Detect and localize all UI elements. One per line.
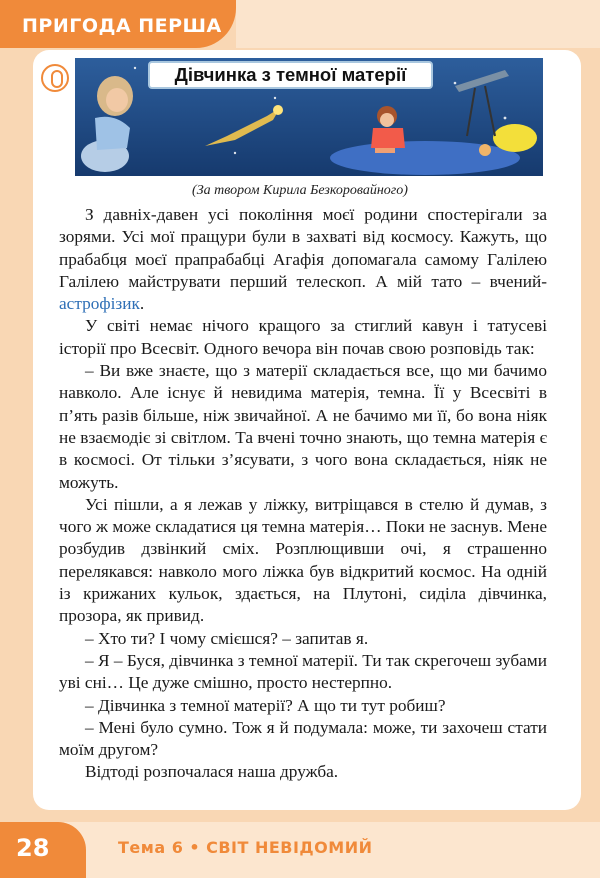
story-paragraph: Усі пішли, а я лежав у ліжку, витріщався в стелю й думав, з чого ж може складатися ця темна матерія… Поки не заснув. Мене розбудив дзвінкий сміх. Розплющивши очі, я страшенно перелякався: навколо мого ліжка був відкритий космос. На одній із крижаних кульок, здається, на Плутоні, сиділа дівчинка, прозора, як привид. [59,494,547,626]
story-paragraph: – Хто ти? І чому смієшся? – запитав я. [85,628,369,648]
story-attribution: (За твором Кирила Безкоровайного) [192,183,408,198]
story-text [59,204,547,784]
astrophysicist-link[interactable]: астрофізик [59,294,140,314]
section-title: ПРИГОДА ПЕРША [22,15,222,37]
story-paragraph: – Я – Буся, дівчинка з темної матерії. Ти так скрегочеш зубами уві сні… Це дуже смішно, просто нестерпно. [59,650,547,693]
topic-separator: • [189,838,201,857]
page-number: 28 [16,834,50,862]
story-title: Дівчинка з темної матерії [148,61,433,89]
story-paragraph: – Мені було сумно. Тож я й подумала: може, ти захочеш стати моїм другом? [59,717,547,760]
story-paragraph: – Ви вже знаєте, що з матерії складається все, що ми бачимо навколо. Але існує й невидима матерія, темна. Її у Всесвіті в п’ять разів більше, ніж звичайної. А не бачимо ми її, бо вона ніяк не взаємодіє зі світлом. Та вчені точно знають, що темна матерія є в космосі. От тільки з’ясувати, з чого вона складається, ніяк не можуть. [59,361,547,492]
story-paragraph [59,204,547,315]
reading-logo-icon [41,64,69,92]
topic-label [118,838,372,857]
topic-number: Тема 6 [118,838,184,857]
topic-name: СВІТ НЕВІДОМИЙ [206,838,373,857]
story-paragraph: Відтоді розпочалася наша дружба. [85,762,339,782]
story-paragraph: У світі немає нічого кращого за стиглий кавун і татусеві історії про Всесвіт. Одного вечора він почав свою розповідь так: [59,316,547,358]
paragraph-1-text: З давніх-давен усі покоління моєї родини спостерігали за зорями. Усі мої пращури були в захваті від космосу. Кажуть, що прабабця моєї прапрабабці Агафія допомагала самому Галілею Галілею майструвати перший телескоп. А мій тато – вчений- [59,205,547,291]
header-stripe [236,0,600,48]
paragraph-1-end: . [139,294,145,314]
story-paragraph: – Дівчинка з темної матерії? А що ти тут робиш? [85,695,446,715]
